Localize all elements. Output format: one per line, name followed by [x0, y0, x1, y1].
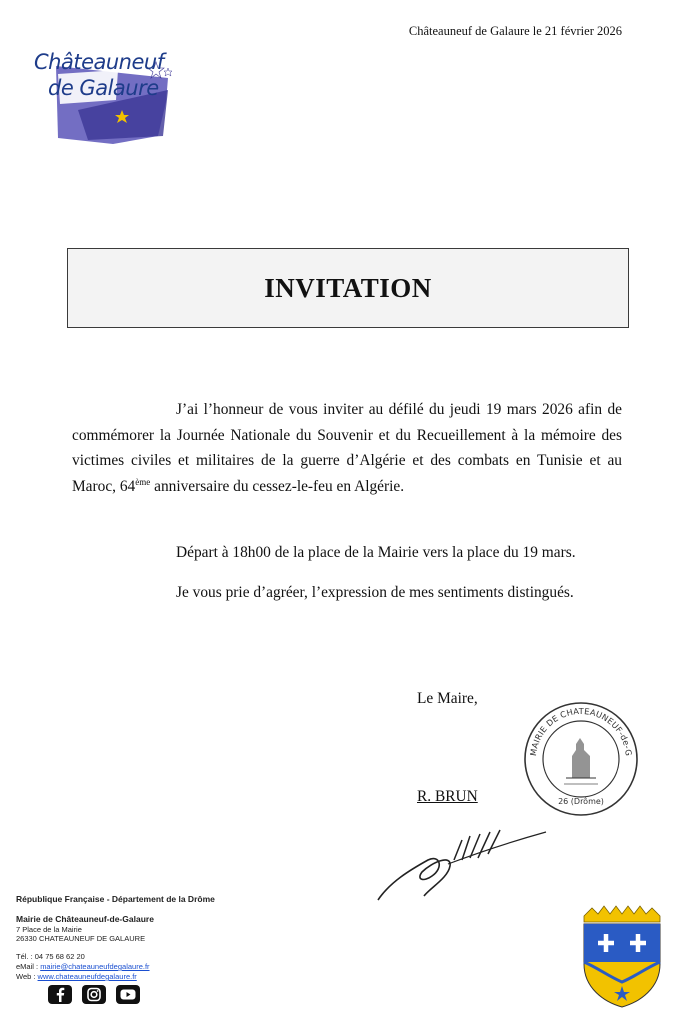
svg-text:MAIRIE DE CHATEAUNEUF-de-GALAU: MAIRIE DE CHATEAUNEUF-de-G — [528, 705, 634, 757]
email-link[interactable]: mairie@chateauneufdegalaure.fr — [40, 962, 150, 971]
footer-address-line1: 7 Place de la Mairie — [16, 925, 82, 934]
ordinal-suffix: ème — [135, 476, 151, 487]
coat-of-arms — [578, 904, 666, 1008]
svg-text:26 (Drôme): 26 (Drôme) — [558, 797, 604, 806]
footer-phone — [16, 952, 85, 961]
footer-org: Mairie de Châteauneuf-de-Galaure — [16, 914, 154, 924]
web-label: Web : — [16, 972, 36, 981]
handwritten-signature — [370, 812, 550, 912]
signatory-title: Le Maire, — [417, 690, 478, 707]
title-banner — [67, 248, 629, 328]
paragraph-invitation-tail: anniversaire du cessez-le-feu en Algérie. — [150, 477, 405, 495]
logo-text-line1: Châteauneuf — [34, 50, 164, 74]
page-title: INVITATION — [264, 273, 432, 303]
footer-republic: République Française - Département de la Drôme — [16, 894, 215, 904]
footer-address-line2: 26330 CHATEAUNEUF DE GALAURE — [16, 934, 146, 943]
footer-email — [16, 962, 150, 971]
mairie-seal-stamp — [522, 700, 640, 818]
phone-number: 04 75 68 62 20 — [34, 952, 85, 961]
town-logo — [18, 40, 178, 150]
email-label: eMail : — [16, 962, 39, 971]
phone-label: Tél. : — [16, 952, 33, 961]
footer-web — [16, 972, 137, 981]
instagram-icon[interactable] — [82, 985, 106, 1004]
logo-text-line2: de Galaure — [48, 76, 159, 100]
paragraph-invitation-text: J’ai l’honneur de vous inviter au défilé du jeudi 19 mars 2026 afin de commémorer la Journée Nationale du Souvenir et du Recueillement à la mémoire des victimes civiles et militaires de la guerre d’Algérie et des combats en Tunisie et au Maroc, 64 — [72, 401, 622, 495]
paragraph-invitation — [72, 397, 622, 499]
document-date: Châteauneuf de Galaure le 21 février 2026 — [408, 24, 622, 38]
signatory-name: R. BRUN — [417, 788, 478, 805]
paragraph-departure: Départ à 18h00 de la place de la Mairie vers la place du 19 mars. — [176, 544, 576, 561]
youtube-icon[interactable] — [116, 985, 140, 1004]
paragraph-closing: Je vous prie d’agréer, l’expression de mes sentiments distingués. — [176, 584, 574, 601]
social-links — [48, 985, 146, 1004]
facebook-icon[interactable] — [48, 985, 72, 1004]
web-link[interactable]: www.chateauneufdegalaure.fr — [37, 972, 137, 981]
